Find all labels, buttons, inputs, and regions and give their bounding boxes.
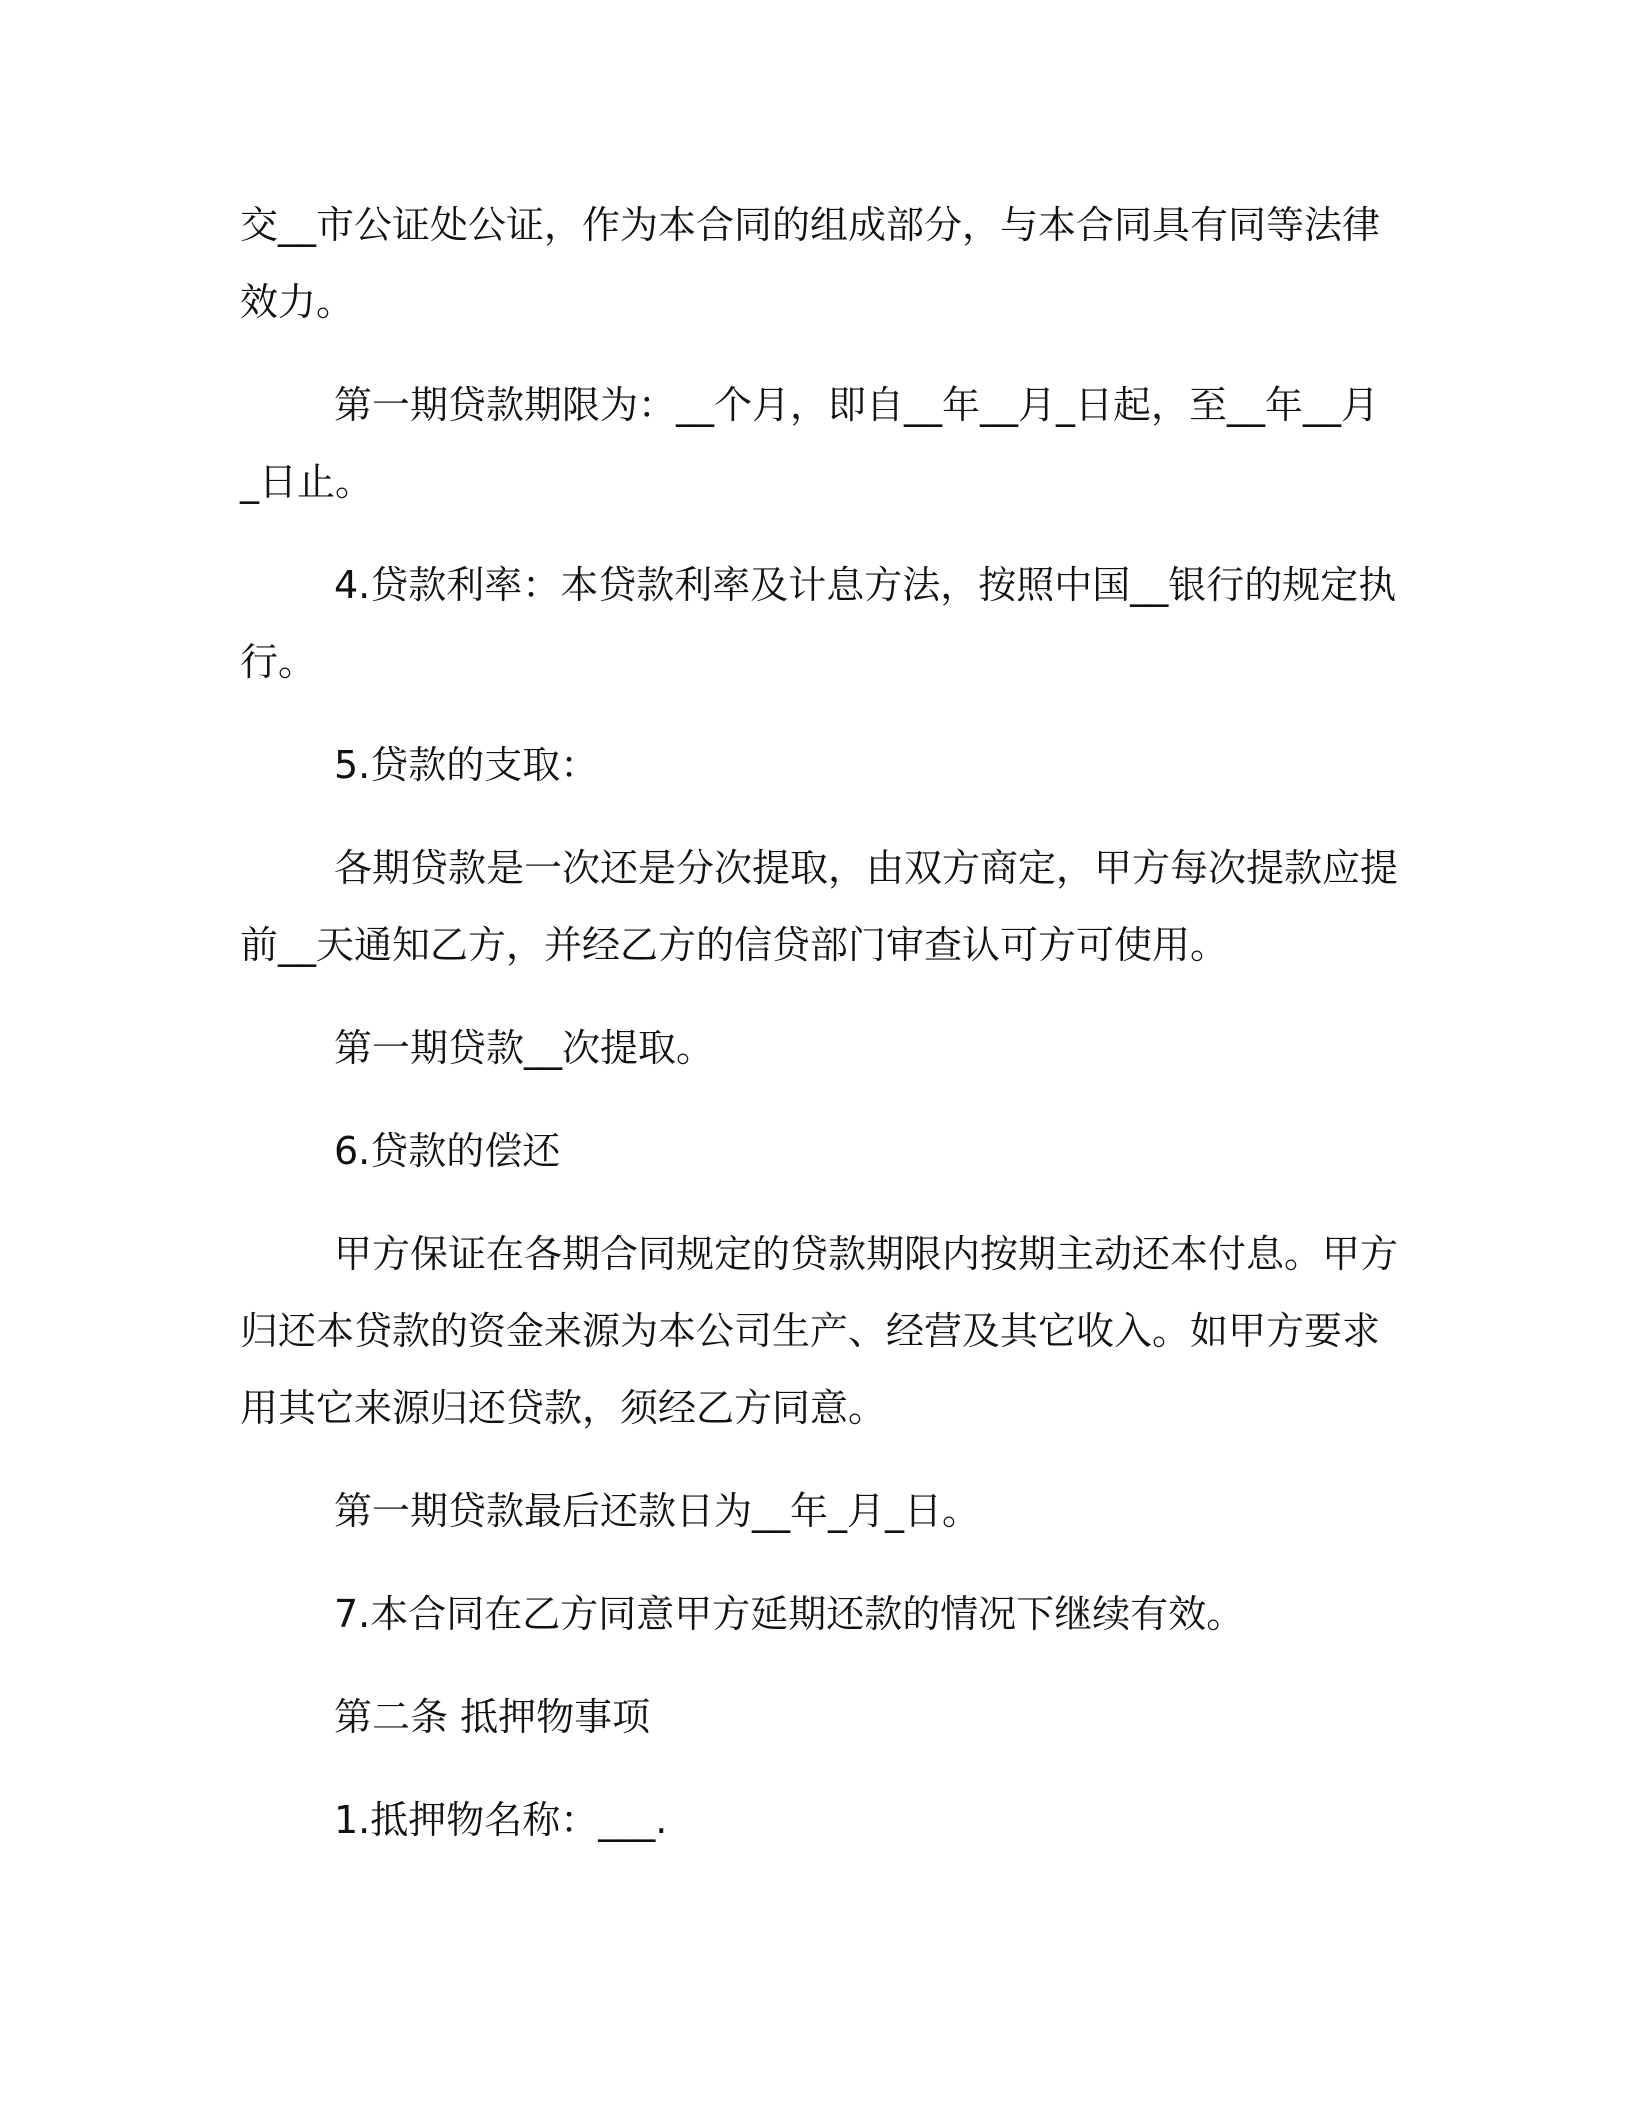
text-line: 6.贷款的偿还	[334, 1129, 561, 1173]
text-line: 甲方保证在各期合同规定的贷款期限内按期主动还本付息。甲方	[334, 1232, 1399, 1276]
text-line: 4.贷款利率：本贷款利率及计息方法，按照中国__银行的规定执	[334, 563, 1397, 607]
text-line: 第一期贷款期限为：__个月，即自__年__月_日起，至__年__月	[334, 383, 1380, 427]
text-line: 前__天通知乙方，并经乙方的信贷部门审查认可方可使用。	[240, 923, 1229, 967]
text-line: 第一期贷款__次提取。	[334, 1026, 715, 1070]
text-line: _日止。	[240, 460, 374, 504]
text-line: 第一期贷款最后还款日为__年_月_日。	[334, 1489, 981, 1533]
text-line: 交__市公证处公证，作为本合同的组成部分，与本合同具有同等法律	[240, 203, 1381, 247]
text-line: 1.抵押物名称：___.	[334, 1798, 668, 1842]
text-line: 第二条 抵押物事项	[334, 1695, 651, 1739]
text-line: 用其它来源归还贷款，须经乙方同意。	[240, 1386, 887, 1430]
text-line: 效力。	[240, 280, 355, 324]
text-line: 7.本合同在乙方同意甲方延期还款的情况下继续有效。	[334, 1592, 1245, 1636]
text-line: 5.贷款的支取：	[334, 743, 599, 787]
text-line: 各期贷款是一次还是分次提取，由双方商定，甲方每次提款应提	[334, 846, 1399, 890]
text-line: 行。	[240, 640, 317, 684]
text-line: 归还本贷款的资金来源为本公司生产、经营及其它收入。如甲方要求	[240, 1309, 1381, 1353]
